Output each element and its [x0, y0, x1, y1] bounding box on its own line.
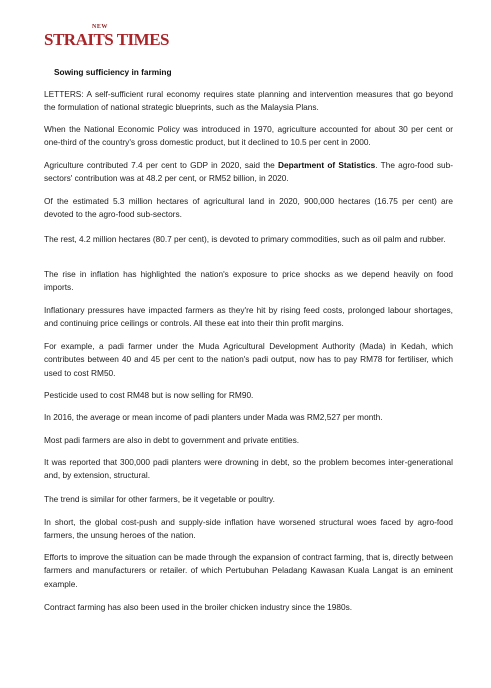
paragraph-8: For example, a padi farmer under the Muda Agricultural Development Authority (Mada) in Kedah, which contributes between 40 and 45 per cent to the nation's padi output, now has to pay RM78 for fertiliser, which used to cost RM50. — [44, 341, 453, 378]
paragraph-12: It was reported that 300,000 padi planters were drowning in debt, so the problem becomes inter-generational and, by extension, structural. — [44, 457, 453, 481]
statistics-department-link-text: Department of Statistics — [278, 160, 376, 170]
logo-main-text: STRAITS TIMES — [44, 30, 169, 49]
paragraph-4: Of the estimated 5.3 million hectares of agricultural land in 2020, 900,000 hectares (16.75 per cent) are devoted to the agro-food sub-sectors. — [44, 196, 453, 220]
paragraph-2: When the National Economic Policy was introduced in 1970, agriculture accounted for about 30 per cent or one-third of the country's gross domestic product, but it declined to 10.5 per cent in 2000. — [44, 124, 453, 148]
paragraph-1: LETTERS: A self-sufficient rural economy requires state planning and intervention measures that go beyond the formulation of national strategic blueprints, such as the Malaysia Plans. — [44, 89, 453, 113]
paragraph-3-text-b: . The agro-food sub-sectors' contribution was at 48.2 per cent, or RM52 billion, in 2020. — [44, 160, 454, 184]
paragraph-16: Contract farming has also been used in the broiler chicken industry since the 1980s. — [44, 602, 353, 612]
article-headline: Sowing sufficiency in farming — [54, 67, 172, 77]
newspaper-logo — [44, 24, 169, 50]
paragraph-7: Inflationary pressures have impacted farmers as they're hit by rising feed costs, prolonged labour shortages, and continuing price ceilings or controls. All these eat into their thin profit margins. — [44, 305, 453, 329]
paragraph-3-text-a: Agriculture contributed 7.4 per cent to GDP in 2020, said the — [44, 160, 278, 170]
paragraph-13: The trend is similar for other farmers, be it vegetable or poultry. — [44, 494, 275, 504]
paragraph-15: Efforts to improve the situation can be made through the expansion of contract farming, that is, directly between farmers and manufacturers or retailer. of which Pertubuhan Peladang Kawasan Kuala Langat is an eminent example. — [44, 552, 453, 589]
paragraph-5: The rest, 4.2 million hectares (80.7 per cent), is devoted to primary commodities, such as oil palm and rubber. — [44, 234, 446, 244]
paragraph-9: Pesticide used to cost RM48 but is now selling for RM90. — [44, 390, 254, 400]
paragraph-6: The rise in inflation has highlighted the nation's exposure to price shocks as we depend heavily on food imports. — [44, 269, 453, 293]
paragraph-3 — [44, 159, 453, 186]
paragraph-11: Most padi farmers are also in debt to government and private entities. — [44, 435, 300, 445]
paragraph-10: In 2016, the average or mean income of padi planters under Mada was RM2,527 per month. — [44, 412, 383, 422]
paragraph-14: In short, the global cost-push and supply-side inflation have worsened structural woes faced by agro-food farmers, the unsung heroes of the nation. — [44, 517, 453, 541]
logo-small-text: NEW — [92, 24, 108, 30]
